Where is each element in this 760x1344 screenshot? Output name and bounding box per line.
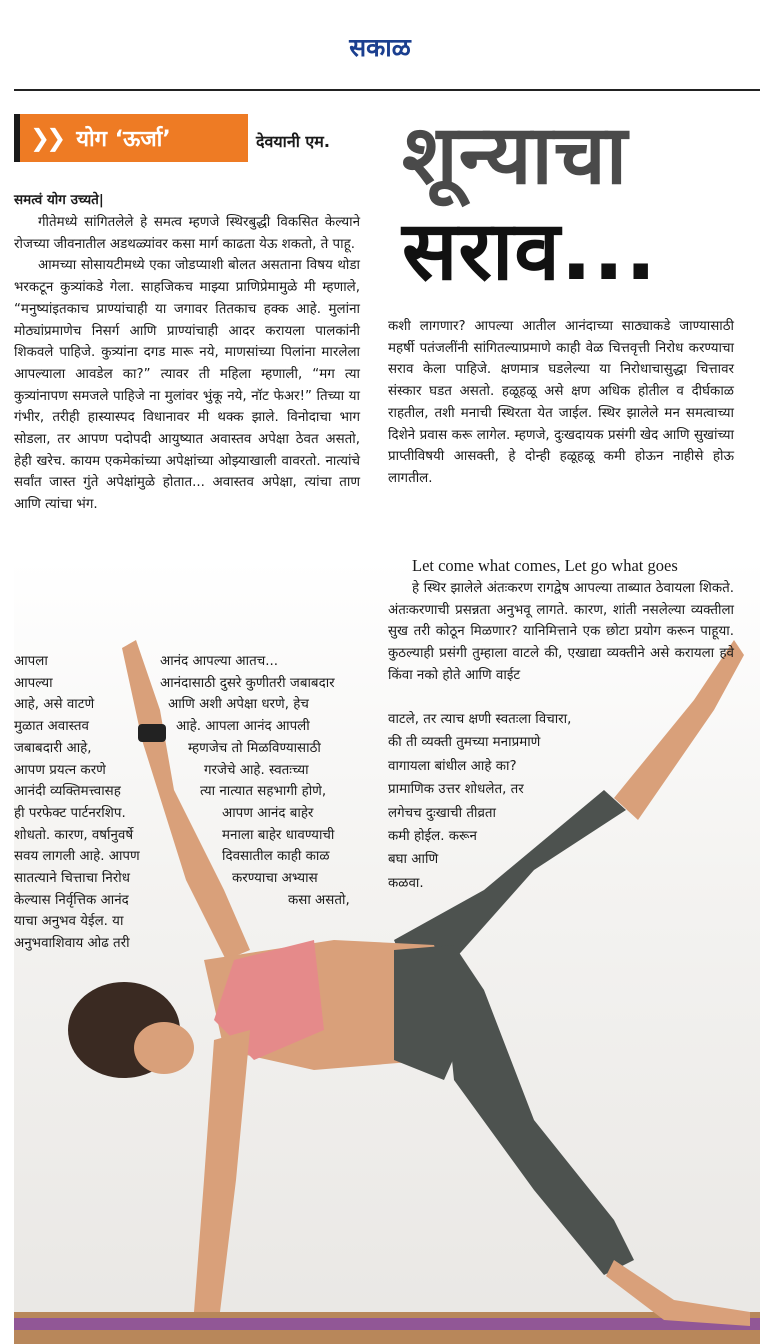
wrapped-line-left: आहे, असे वाटणे [14,697,95,713]
wrapped-line-left: आपण प्रयत्न करणे [14,762,106,778]
wrapped-line: कमी होईल. करून [388,829,477,844]
wrapped-line-right: त्या नात्यात सहभागी होणे, [200,784,327,800]
wrapped-line: लगेचच दुःखाची तीव्रता [388,805,496,821]
wrapped-line: वागायला बांधील आहे का? [388,758,517,774]
wrapped-line-left: केल्यास निर्वृत्तिक आनंद [14,892,129,908]
wrapped-line-right: आनंदासाठी दुसरे कुणीतरी जबाबदार [160,675,335,691]
column-1-text [14,212,360,516]
yoga-mat [14,1318,760,1330]
headline-line-1: शून्याचा [402,108,629,203]
pull-quote: Let come what comes, Let go what goes [412,556,678,575]
lower-leg [444,980,634,1275]
paragraph: कशी लागणार? आपल्या आतील आनंदाच्या साठ्याकडे जाण्यासाठी महर्षी पतंजलींनी सांगितल्याप्रमाणे काही वेळ चित्तवृत्ती निरोध करण्याचा सराव केला पाहिजे. क्षणमात्र घडलेल्या या निरोधाचासुद्धा चित्तावर संस्कार घडत असतो. हळूहळू असे क्षण अधिक होतील व दीर्घकाळ राहतील, तशी मनाची स्थिरता येत जाईल. स्थिर झालेले मन समत्वाच्या दिशेने प्रवास करू लागेल. म्हणजे, दुःखदायक प्रसंगी खेद आणि सुखांच्या प्राप्तीविषयी आसक्ती, हे दोन्ही हळूहळू कमी होऊन नाहीसे होऊ लागतील. [388,319,734,486]
chevron-right-icon: ❯❯ [30,124,63,152]
wrapped-line: की ती व्यक्ती तुमच्या मनाप्रमाणे [388,735,541,751]
wrapped-line-left: अनुभवाशिवाय ओढ तरी [14,936,130,952]
section-tag [14,114,248,162]
wrapped-line-right: कसा असतो, [288,892,350,908]
headline-line-2: सराव... [402,204,658,299]
wrapped-line-left: सातत्याने चित्ताचा निरोध [14,871,130,886]
support-arm [194,1030,250,1312]
wrapped-line-right: दिवसातील काही काळ [222,849,330,865]
wristwatch [138,724,166,742]
wrapped-line-right: आणि अशी अपेक्षा धरणे, हेच [168,697,309,713]
wrapped-line-left: आपला [14,654,48,669]
header-rule [14,89,760,91]
wrapped-line-left: जबाबदारी आहे, [14,740,92,756]
wrapped-line-left: आनंदी व्यक्तिमत्त्वासह [14,784,121,800]
wrapped-line-left: मुळात अवास्तव [14,719,89,735]
wrapped-line: कळवा. [388,875,424,891]
wrapped-line-right: म्हणजेच तो मिळविण्यासाठी [188,740,321,756]
wrapped-line-left: आपल्या [14,675,53,691]
paragraph: गीतेमध्ये सांगितलेले हे समत्व म्हणजे स्थिरबुद्धी विकसित केल्याने रोजच्या जीवनातील अडथळ्यांवर कसा मार्ग काढता येऊ शकतो, ते पाहू. [14,215,360,252]
headline [402,108,657,300]
wrapped-line-right: आहे. आपला आनंद आपली [176,719,310,735]
author-byline: देवयानी एम. [256,132,330,151]
newspaper-masthead: सकाळ [349,33,411,62]
section-label: योग ‘ऊर्जा’ [76,127,171,152]
paragraph: आमच्या सोसायटीमध्ये एका जोडप्याशी बोलत असताना विषय थोडा भरकटून कुत्र्यांकडे गेला. साहजिकच माझ्या प्राणिप्रेमामुळे मी म्हणाले, “मनुष्यांइतकाच प्राण्यांचाही या जगावर तितकाच हक्क आहे. मुलांना मोठ्यांप्रमाणेच निसर्ग आणि प्राण्यांचाही आदर करायला पालकांनी शिकवले पाहिजे. कुत्र्यांना दगड मारू नये, माणसांच्या पिलांना मारलेला आपल्याला आवडेल का?” त्यावर ती महिला म्हणाली, “मग त्या कुत्र्यांनापण समजले पाहिजे ना मुलांवर भुंकू नये, नॉट फेअर!” तिच्या या गंभीर, तरीही हास्यास्पद विधानावर मी थक्क झाले. विनोदाचा भाग सोडला, तर आपण पदोपदी आयुष्यात अवास्तव अपेक्षा ठेवत असतो, हेही खरेच. कायम एकमेकांच्या अपेक्षांच्या ओझ्याखाली वावरतो. नात्यांचे सर्वांत जास्त गुंते अपेक्षांमुळे होतात... अवास्तव अपेक्षा, त्यांचा ताण आणि त्यांचा भंग. [14,258,360,513]
article-subhead: समत्वं योग उच्यते| [14,192,104,208]
wrapped-line: प्रामाणिक उत्तर शोधलेत, तर [388,782,524,798]
wrapped-line: बघा आणि [388,852,439,868]
column-2-top-text [388,316,734,490]
column-2-bottom-text [388,578,734,687]
wrapped-line-right: करण्याचा अभ्यास [232,871,318,886]
wrapped-line-left: ही परफेक्ट पार्टनरशिप. [14,805,126,821]
wrapped-line: वाटले, तर त्याच क्षणी स्वतःला विचारा, [388,712,572,727]
face [134,1022,194,1074]
wrapped-line-left: शोधतो. कारण, वर्षानुवर्षे [14,827,134,843]
wrapped-line-right: गरजेचे आहे. स्वतःच्या [204,762,309,778]
wrapped-line-right: मनाला बाहेर धावण्याची [222,827,335,843]
wrapped-line-right: आनंद आपल्या आतच... [160,654,278,669]
wrapped-line-left: सवय लागली आहे. आपण [14,849,140,865]
wrapped-line-right: आपण आनंद बाहेर [222,805,314,821]
wrapped-line-left: याचा अनुभव येईल. या [14,914,124,930]
paragraph: हे स्थिर झालेले अंतःकरण रागद्वेष आपल्या ताब्यात ठेवायला शिकते. अंतःकरणाची प्रसन्नता अनुभवू लागते. कारण, शांती नसलेल्या व्यक्तीला सुख तरी कोठून मिळणार? यानिमित्ताने एक छोटा प्रयोग करून पाहूया. कुठल्याही प्रसंगी तुम्हाला वाटले की, एखाद्या व्यक्तीने असे करायला हवे किंवा नको होते आणि वाईट [388,581,734,683]
